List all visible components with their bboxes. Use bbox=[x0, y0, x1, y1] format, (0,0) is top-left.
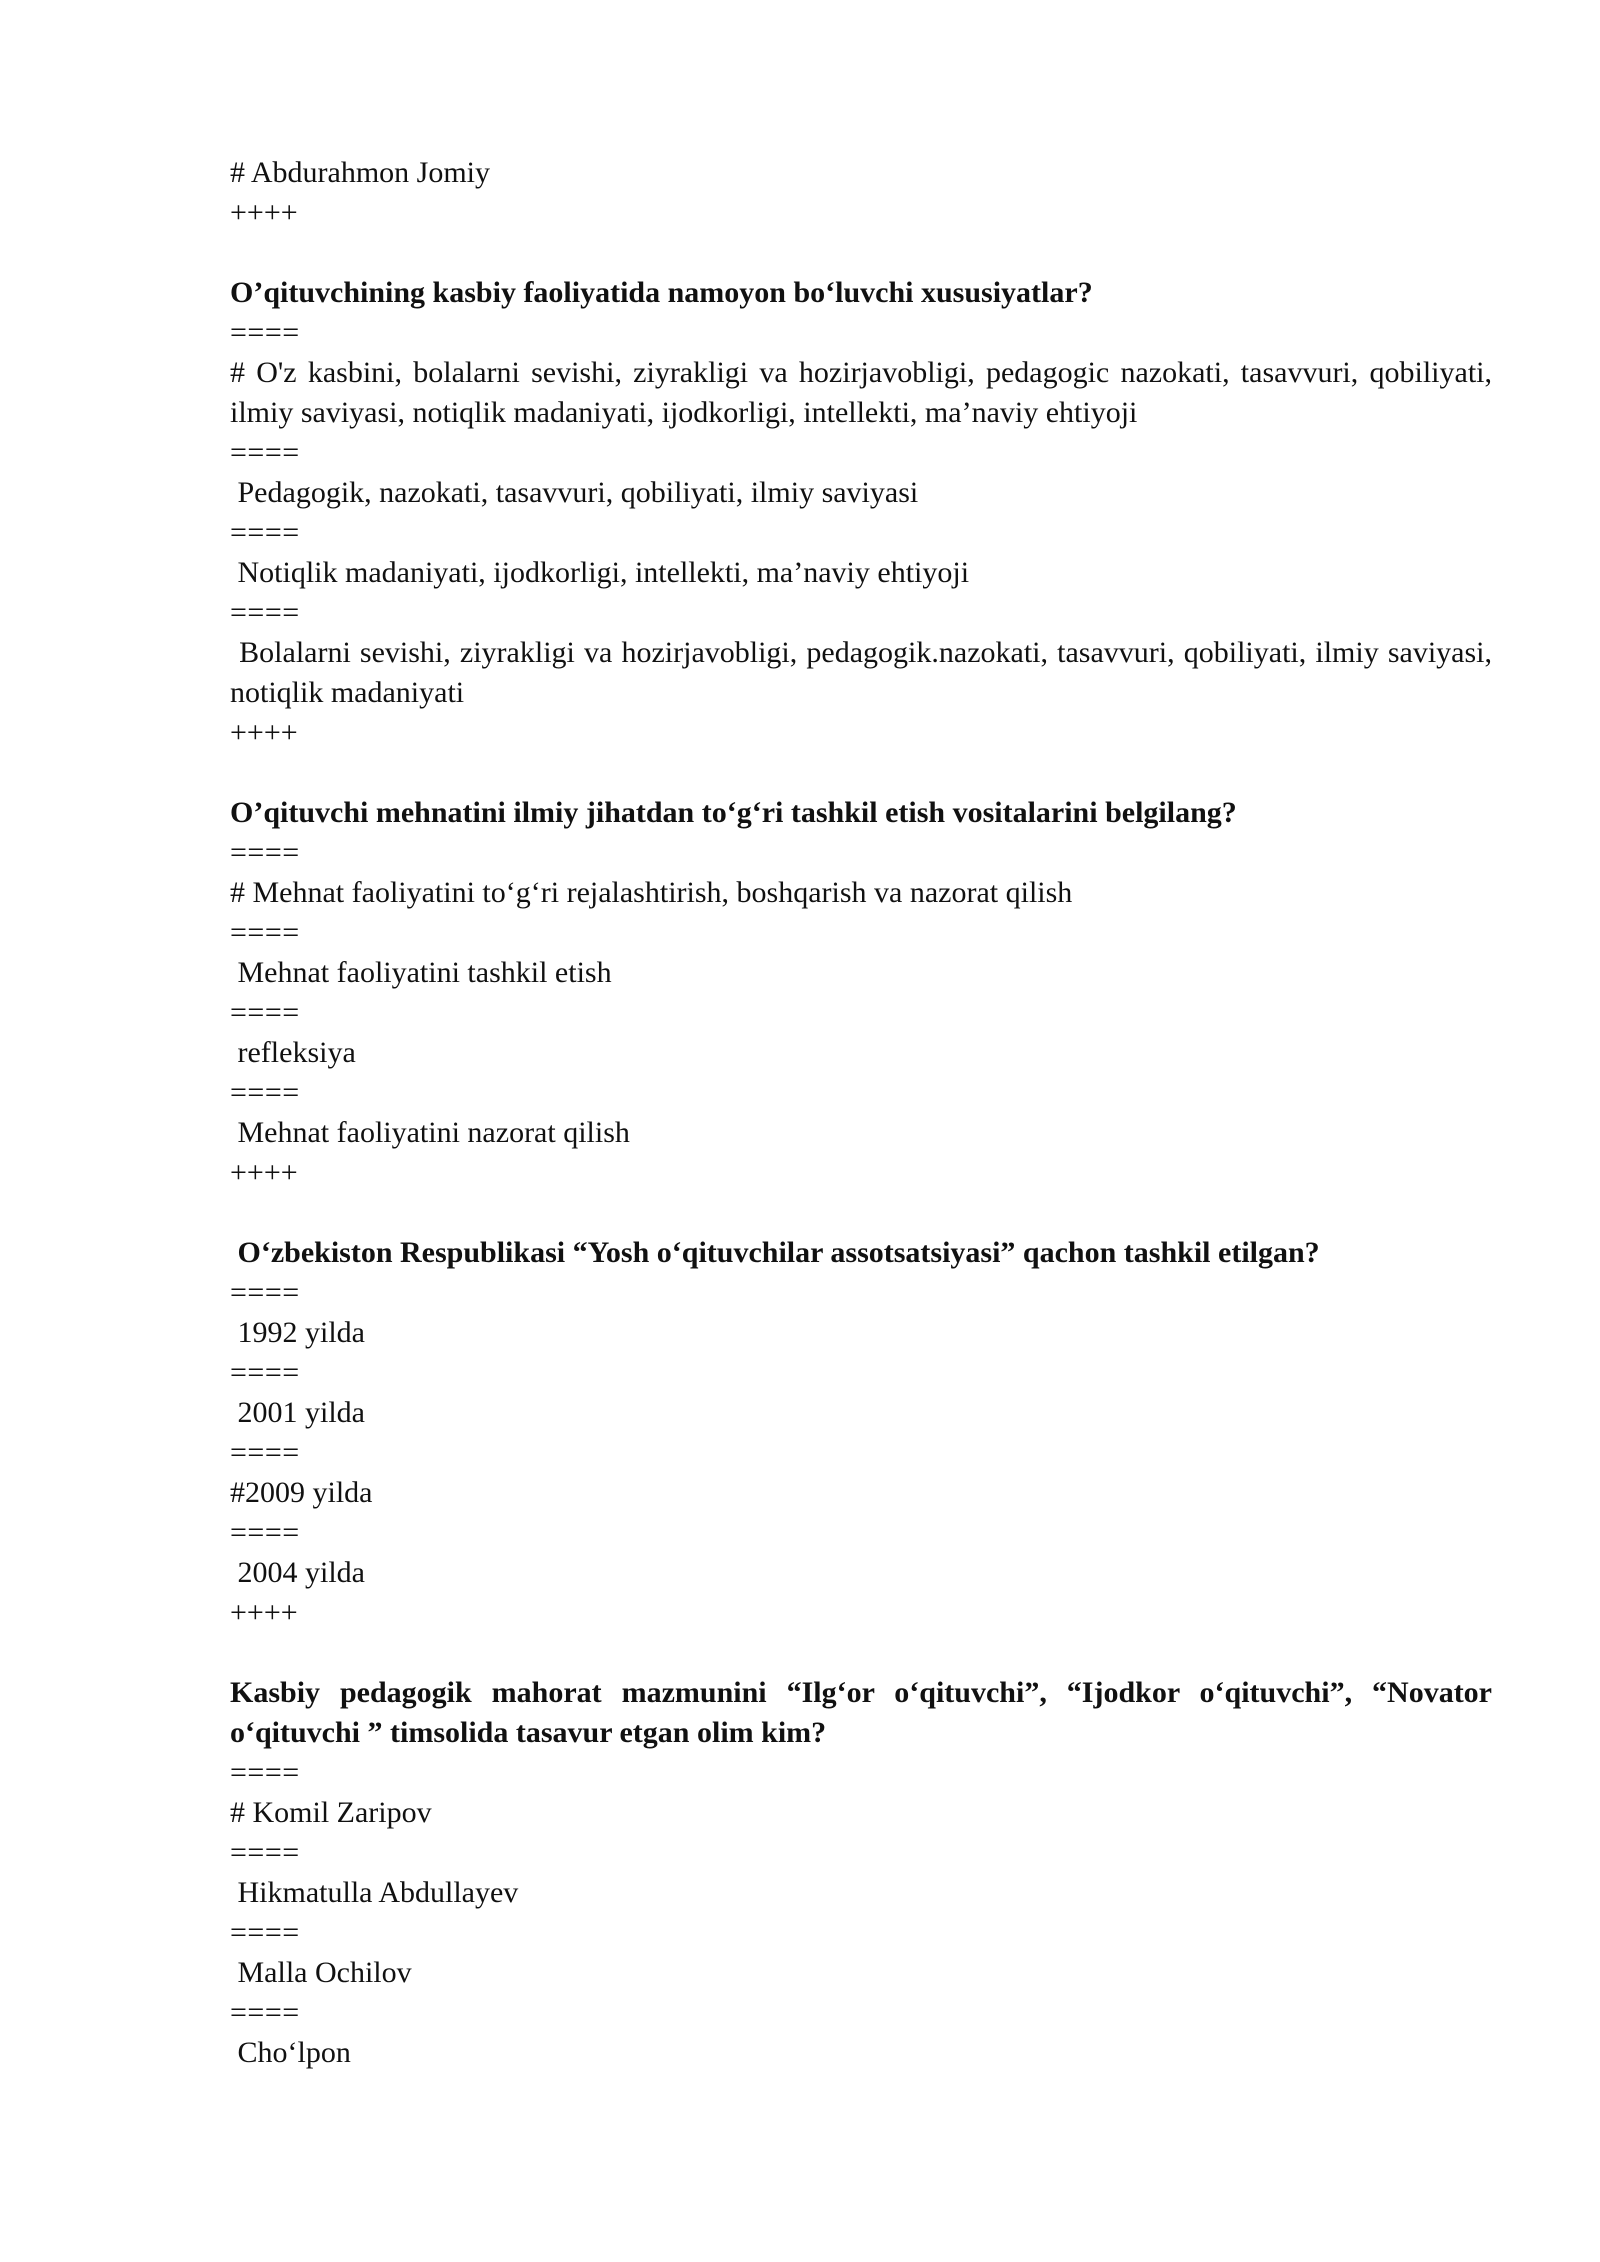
question-block bbox=[230, 273, 1500, 753]
answer-option: 2001 yilda bbox=[230, 1396, 365, 1429]
question-block bbox=[230, 793, 1492, 1193]
separator: ==== bbox=[230, 1436, 300, 1469]
question-text: O‘zbekiston Respublikasi “Yosh o‘qituvchilar assotsatsiyasi” qachon tashkil etilgan? bbox=[230, 1236, 1320, 1269]
answer-option: 1992 yilda bbox=[230, 1316, 365, 1349]
answer-option: # O'z kasbini, bolalarni sevishi, ziyrakligi va hozirjavobligi, pedagogic nazokati, tasavvuri, qobiliyati, ilmiy saviyasi, notiqlik madaniyati, ijodkorligi, intellekti, ma’naviy ehtiyoji bbox=[230, 356, 1500, 429]
question-block bbox=[230, 1233, 1492, 1633]
separator: ==== bbox=[230, 596, 300, 629]
question-text: Kasbiy pedagogik mahorat mazmunini “Ilg‘or o‘qituvchi”, “Ijodkor o‘qituvchi”, “Novator o‘qituvchi ” timsolida tasavur etgan olim kim? bbox=[230, 1676, 1500, 1749]
separator: ==== bbox=[230, 836, 300, 869]
separator: ==== bbox=[230, 1916, 300, 1949]
answer-option: Mehnat faoliyatini nazorat qilish bbox=[230, 1116, 630, 1149]
answer-line: # Abdurahmon Jomiy bbox=[230, 156, 490, 189]
answer-option: # Mehnat faoliyatini to‘g‘ri rejalashtirish, boshqarish va nazorat qilish bbox=[230, 876, 1073, 909]
spacer bbox=[230, 233, 1492, 273]
separator: ==== bbox=[230, 996, 300, 1029]
spacer bbox=[230, 1633, 1492, 1673]
answer-option: Cho‘lpon bbox=[230, 2036, 351, 2069]
answer-option: Notiqlik madaniyati, ijodkorligi, intellekti, ma’naviy ehtiyoji bbox=[230, 556, 970, 589]
answer-option: refleksiya bbox=[230, 1036, 356, 1069]
separator: ==== bbox=[230, 316, 300, 349]
answer-option: # Komil Zaripov bbox=[230, 1796, 432, 1829]
separator: ==== bbox=[230, 1356, 300, 1389]
end-marker: ++++ bbox=[230, 196, 298, 229]
separator: ==== bbox=[230, 516, 300, 549]
end-marker: ++++ bbox=[230, 1596, 298, 1629]
end-marker: ++++ bbox=[230, 1156, 298, 1189]
answer-option: Mehnat faoliyatini tashkil etish bbox=[230, 956, 612, 989]
answer-option: Pedagogik, nazokati, tasavvuri, qobiliyati, ilmiy saviyasi bbox=[230, 476, 919, 509]
document-page bbox=[230, 153, 1500, 2073]
separator: ==== bbox=[230, 1076, 300, 1109]
separator: ==== bbox=[230, 916, 300, 949]
separator: ==== bbox=[230, 1516, 300, 1549]
separator: ==== bbox=[230, 1276, 300, 1309]
separator: ==== bbox=[230, 1836, 300, 1869]
separator: ==== bbox=[230, 1756, 300, 1789]
answer-option: 2004 yilda bbox=[230, 1556, 365, 1589]
separator: ==== bbox=[230, 436, 300, 469]
answer-option: Malla Ochilov bbox=[230, 1956, 412, 1989]
question-block bbox=[230, 1673, 1500, 2073]
answer-option: Hikmatulla Abdullayev bbox=[230, 1876, 519, 1909]
question-text: O’qituvchi mehnatini ilmiy jihatdan to‘g‘ri tashkil etish vositalarini belgilang? bbox=[230, 796, 1237, 829]
spacer bbox=[230, 1193, 1492, 1233]
question-text: O’qituvchining kasbiy faoliyatida namoyon bo‘luvchi xususiyatlar? bbox=[230, 276, 1093, 309]
answer-option: #2009 yilda bbox=[230, 1476, 373, 1509]
end-marker: ++++ bbox=[230, 716, 298, 749]
answer-option: Bolalarni sevishi, ziyrakligi va hozirjavobligi, pedagogik.nazokati, tasavvuri, qobiliyati, ilmiy saviyasi, notiqlik madaniyati bbox=[230, 636, 1500, 709]
separator: ==== bbox=[230, 1996, 300, 2029]
spacer bbox=[230, 753, 1492, 793]
